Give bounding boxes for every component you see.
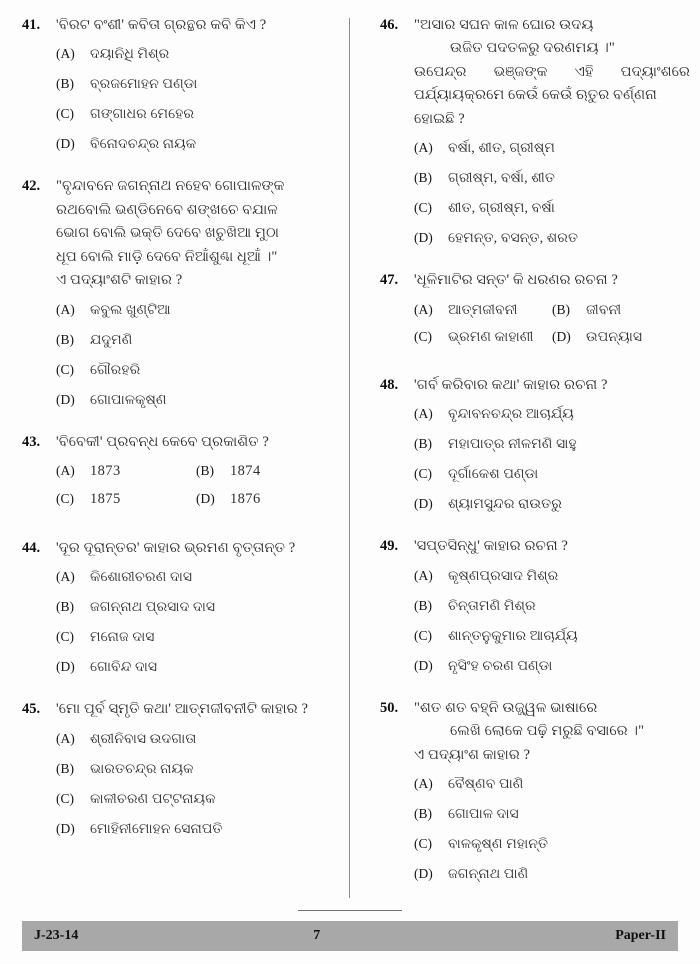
option-row[interactable] xyxy=(56,44,336,65)
option-text: ଭ୍ରମଣ କାହାଣୀ xyxy=(448,329,534,345)
option-text: ଭାରତଚନ୍ଦ୍ର ନାୟକ xyxy=(90,761,194,777)
option-row[interactable] xyxy=(56,360,336,381)
question-line: 'ବିରଟ ବଂଶୀ' କବିତା ଗ୍ରନ୍ଥର କବି କିଏ ? xyxy=(56,17,267,33)
option-text: ଆତ୍ମଜୀବନୀ xyxy=(448,302,518,318)
option-letter: (A) xyxy=(56,569,75,585)
question-header xyxy=(22,537,336,560)
option-letter: (A) xyxy=(56,46,75,62)
option-text: ବ୍ରଜମୋହନ ପଣ୍ଡା xyxy=(90,77,198,93)
option-row[interactable] xyxy=(196,461,336,483)
option-row[interactable] xyxy=(56,74,336,95)
option-letter: (C) xyxy=(414,627,432,643)
option-row[interactable] xyxy=(414,198,690,219)
question-text xyxy=(414,14,690,131)
option-text: ଦୂର୍ଗାକେଶ ପଣ୍ଡା xyxy=(448,467,539,483)
option-text: ଜଗନ୍ନାଥ ପାଣି xyxy=(448,867,529,883)
option-list xyxy=(380,774,690,885)
question-block xyxy=(22,431,336,517)
option-text: ଦୟାନିଧି ମିଶ୍ର xyxy=(90,47,170,63)
question-header xyxy=(380,374,690,397)
option-row[interactable] xyxy=(414,404,690,425)
option-letter: (D) xyxy=(196,491,215,507)
option-text: ଗଙ୍ଗାଧର ମେହେର xyxy=(90,107,195,123)
question-line: ରଥବୋଲି ଭଣ୍ଡିନେବେ ଶଙ୍ଖଚେ ବଯାଳ xyxy=(56,201,278,218)
right-column xyxy=(350,14,700,894)
question-line: 'ଧୂଳିମାଟିର ସନ୍ତ' କି ଧରଣର ରଚନା ? xyxy=(414,272,618,289)
option-text: କୃଷ୍ଣପ୍ରସାଦ ମିଶ୍ର xyxy=(448,568,559,584)
option-letter: (B) xyxy=(414,170,432,186)
option-letter: (D) xyxy=(552,328,571,344)
question-number: 48. xyxy=(380,376,399,393)
option-text: 1875 xyxy=(90,491,121,508)
option-text: ଗୌରହରି xyxy=(90,362,141,378)
option-letter: (B) xyxy=(414,806,432,822)
option-letter: (C) xyxy=(56,106,74,122)
question-header xyxy=(380,535,690,558)
option-row[interactable] xyxy=(414,138,690,159)
option-text: ବର୍ଷା, ଶୀତ, ଗ୍ରୀଷ୍ମ xyxy=(448,141,555,157)
option-text: ଗ୍ରୀଷ୍ମ, ବର୍ଷା, ଶୀତ xyxy=(448,171,555,187)
option-text: ଶ୍ରୀନିବାସ ଉଦଗାତା xyxy=(90,731,197,747)
question-number: 50. xyxy=(380,699,399,716)
option-letter: (B) xyxy=(414,597,432,613)
option-row[interactable] xyxy=(56,461,196,483)
question-header xyxy=(380,697,690,767)
option-letter: (D) xyxy=(414,866,433,882)
option-row[interactable] xyxy=(414,566,690,587)
option-letter: (C) xyxy=(56,361,74,377)
option-row[interactable] xyxy=(56,759,336,780)
question-text xyxy=(414,697,690,767)
option-text: ଶୀତ, ଗ୍ରୀଷ୍ମ, ବର୍ଷା xyxy=(448,201,555,217)
option-row[interactable] xyxy=(552,327,690,348)
option-row[interactable] xyxy=(56,330,336,351)
option-row[interactable] xyxy=(196,489,336,511)
option-row[interactable] xyxy=(414,300,552,321)
option-letter: (A) xyxy=(56,730,75,746)
question-line: ଉପେନ୍ଦ୍ର ଭଞ୍ଜଙ୍କ ଏହି ପଦ୍ୟାଂଶରେ xyxy=(414,63,690,80)
option-text: ଗୋବିନ୍ଦ ଦାସ xyxy=(90,660,158,676)
question-line: "ଶତ ଶତ ବହ୍ନି ଉଜ୍ଜ୍ୱଳ ଭାଷାରେ xyxy=(414,699,598,716)
option-row[interactable] xyxy=(56,729,336,750)
option-text: ଯଦୁମଣି xyxy=(90,332,133,348)
option-row[interactable] xyxy=(56,300,336,321)
option-letter: (B) xyxy=(56,599,74,615)
option-text: ଶ୍ୟାମସୁନ୍ଦର ରାଉତରୁ xyxy=(448,497,562,513)
question-text xyxy=(56,175,336,292)
option-text: ବୃନ୍ଦାବନଚନ୍ଦ୍ର ଆଚାର୍ଯ୍ୟ xyxy=(448,407,574,423)
option-text: କବୁଲ ଖୁଣ୍ଟିଆ xyxy=(90,302,171,318)
question-number: 43. xyxy=(22,433,41,450)
option-row[interactable] xyxy=(56,597,336,618)
option-letter: (D) xyxy=(414,230,433,246)
question-columns xyxy=(0,14,700,894)
option-letter: (B) xyxy=(552,301,570,317)
question-number: 45. xyxy=(22,701,41,718)
option-text: ମହାପାତ୍ର ନୀଳମଣି ସାହୁ xyxy=(448,437,577,453)
question-line: ଏ ପଦ୍ୟାଂଶଟି କାହାର ? xyxy=(56,272,183,289)
question-block xyxy=(22,537,336,678)
option-row[interactable] xyxy=(56,627,336,648)
option-list xyxy=(22,567,336,678)
option-row[interactable] xyxy=(56,489,196,511)
option-letter: (C) xyxy=(56,790,74,806)
option-text: ବୈଷ୍ଣବ ପାଣି xyxy=(448,777,524,793)
option-row[interactable] xyxy=(56,657,336,678)
option-text: ଗୋପାଳ ଦାସ xyxy=(448,807,519,823)
option-text: ଜୀବନୀ xyxy=(586,302,622,318)
option-letter: (D) xyxy=(56,659,75,675)
question-header xyxy=(22,175,336,292)
question-text xyxy=(56,14,336,37)
option-list xyxy=(22,461,336,517)
option-row[interactable] xyxy=(414,168,690,189)
option-list xyxy=(380,138,690,249)
question-number: 47. xyxy=(380,272,399,289)
left-column xyxy=(0,14,350,894)
question-header xyxy=(22,14,336,37)
option-text: 1874 xyxy=(230,463,261,480)
option-text: ଗୋପାଳକୃଷ୍ଣ xyxy=(90,392,167,408)
option-text: କାଳୀଚରଣ ପଟ୍ଟନାୟକ xyxy=(90,791,216,807)
question-number: 41. xyxy=(22,17,41,33)
option-row[interactable] xyxy=(56,789,336,810)
option-row[interactable] xyxy=(414,596,690,617)
option-row[interactable] xyxy=(414,864,690,885)
option-text: 1876 xyxy=(230,491,261,508)
question-line: ପର୍ଯ୍ୟାୟକ୍ରମେ କେଉଁ କେଉଁ ଋତୁର ବର୍ଣ୍ଣନା xyxy=(414,87,657,104)
question-block xyxy=(22,14,336,155)
question-number: 49. xyxy=(380,538,399,555)
option-list xyxy=(22,729,336,840)
option-row[interactable] xyxy=(414,228,690,249)
question-header xyxy=(22,698,336,721)
option-text: ଜଗନ୍ନାଥ ପ୍ରସାଦ ଦାସ xyxy=(90,600,216,616)
option-letter: (A) xyxy=(414,567,433,583)
question-text xyxy=(414,374,690,397)
option-row[interactable] xyxy=(414,434,690,455)
question-header xyxy=(22,431,336,454)
question-text xyxy=(414,535,690,558)
question-line: 'ଦୂର ଦୂରାନ୍ତର' କାହାର ଭ୍ରମଣ ବୃତ୍ତାନ୍ତ ? xyxy=(56,539,296,556)
question-line: 'ଗର୍ବ କରିବାର କଥା' କାହାର ରଚନା ? xyxy=(414,376,608,393)
question-line: 'ମୋ ପୂର୍ବ ସ୍ମୃତି କଥା' ଆତ୍ମଜୀବନୀଟି କାହାର ? xyxy=(56,701,309,718)
question-number: 44. xyxy=(22,539,41,556)
option-text: ନୃସିଂହ ଚରଣ ପଣ୍ଡା xyxy=(448,658,553,674)
option-letter: (D) xyxy=(414,657,433,673)
option-row[interactable] xyxy=(414,804,690,825)
option-letter: (A) xyxy=(414,140,433,156)
page-footer xyxy=(22,921,678,951)
question-line: ଏ ପଦ୍ୟାଂଶ କାହାର ? xyxy=(414,746,531,763)
question-text xyxy=(56,431,336,454)
option-row[interactable] xyxy=(414,774,690,795)
option-row[interactable] xyxy=(414,494,690,515)
question-header xyxy=(380,269,690,292)
option-row[interactable] xyxy=(414,327,552,348)
question-number: 42. xyxy=(22,178,41,195)
option-letter: (C) xyxy=(56,491,74,507)
option-row[interactable] xyxy=(414,834,690,855)
option-row[interactable] xyxy=(56,390,336,411)
question-block xyxy=(22,175,336,410)
option-text: 1873 xyxy=(90,463,121,480)
question-block xyxy=(380,535,690,676)
option-row[interactable] xyxy=(56,567,336,588)
option-letter: (D) xyxy=(56,391,75,407)
question-text xyxy=(414,269,690,292)
option-text: ମନୋଜ ଦାସ xyxy=(90,630,155,646)
question-line: ଲେଖି ଲୋକେ ପଢ଼ି ମରୁଛି ବସାରେ ।" xyxy=(450,723,645,740)
option-text: ବାଳକୃଷ୍ଣ ମହାନ୍ତି xyxy=(448,837,549,853)
option-letter: (B) xyxy=(196,463,214,479)
option-row[interactable] xyxy=(56,819,336,840)
option-list xyxy=(22,44,336,155)
option-list xyxy=(380,300,690,354)
option-letter: (D) xyxy=(56,136,75,152)
question-line: ଧୂପ ବୋଲି ମାଡ଼ି ଦେବେ ନିଆଁଶୁଣ୍ଢା ଧୂଆଁ ।" xyxy=(56,248,278,265)
option-text: ମୋହିନୀମୋହନ ସେନାପତି xyxy=(90,821,223,837)
question-text xyxy=(56,698,336,721)
option-text: ଚିନ୍ତାମଣି ମିଶ୍ର xyxy=(448,598,536,614)
option-letter: (A) xyxy=(56,463,75,479)
question-header xyxy=(380,14,690,131)
option-row[interactable] xyxy=(552,300,690,321)
option-letter: (C) xyxy=(414,328,432,344)
question-line: ହୋଇଛି ? xyxy=(414,110,465,127)
option-text: ବିନୋଦଚନ୍ଦ୍ର ନାୟକ xyxy=(90,137,197,153)
option-letter: (C) xyxy=(414,466,432,482)
question-line: 'ବିବେକୀ' ପ୍ରବନ୍ଧ କେବେ ପ୍ରକାଶିତ ? xyxy=(56,433,269,450)
question-line: 'ସପ୍ତସିନ୍ଧୁ' କାହାର ରଚନା ? xyxy=(414,538,568,555)
option-text: ଉପନ୍ୟାସ xyxy=(586,329,643,345)
option-letter: (A) xyxy=(56,301,75,317)
question-line: "ଅସାର ସଘନ କାଳ ଘୋର ଉଦୟ xyxy=(414,17,594,33)
option-letter: (B) xyxy=(56,76,74,92)
question-number: 46. xyxy=(380,17,399,33)
option-text: ହେମନ୍ତ, ବସନ୍ତ, ଶରତ xyxy=(448,231,579,247)
question-block xyxy=(380,697,690,885)
option-row[interactable] xyxy=(414,656,690,677)
question-line: ଉଜିତ ପଦତଳରୁ ଦରଣମୟ ।" xyxy=(450,40,615,57)
question-block xyxy=(22,698,336,839)
option-letter: (A) xyxy=(414,301,433,317)
question-text xyxy=(56,537,336,560)
paper-code: J-23-14 xyxy=(34,928,79,943)
question-block xyxy=(380,14,690,249)
question-line: "ବୃନ୍ଦାବନେ ଜଗନ୍ନାଥ ନହେବ ଗୋପାଳଙ୍କ xyxy=(56,178,285,195)
option-letter: (B) xyxy=(56,331,74,347)
option-text: ଶାନ୍ତନୁକୁମାର ଆଚାର୍ଯ୍ୟ xyxy=(448,628,578,644)
option-row[interactable] xyxy=(56,134,336,155)
option-row[interactable] xyxy=(414,626,690,647)
option-list xyxy=(22,300,336,411)
footer-rule xyxy=(298,910,402,911)
question-block xyxy=(380,269,690,353)
option-letter: (A) xyxy=(414,776,433,792)
option-list xyxy=(380,404,690,515)
option-letter: (B) xyxy=(56,760,74,776)
option-letter: (A) xyxy=(414,406,433,422)
option-text: କିଶୋରୀଚରଣ ଦାସ xyxy=(90,570,193,586)
option-letter: (D) xyxy=(56,820,75,836)
option-row[interactable] xyxy=(56,104,336,125)
option-letter: (C) xyxy=(414,836,432,852)
question-line: ଭୋଗ ବୋଲି ଭକ୍ତି ଦେବେ ଖଚୁଖିଆ ମୁଠା xyxy=(56,225,280,242)
page-number: 7 xyxy=(313,928,321,943)
option-letter: (B) xyxy=(414,436,432,452)
question-block xyxy=(380,374,690,515)
option-letter: (C) xyxy=(414,200,432,216)
option-letter: (C) xyxy=(56,629,74,645)
paper-label: Paper-II xyxy=(615,928,666,943)
option-list xyxy=(380,566,690,677)
option-row[interactable] xyxy=(414,464,690,485)
option-letter: (D) xyxy=(414,496,433,512)
